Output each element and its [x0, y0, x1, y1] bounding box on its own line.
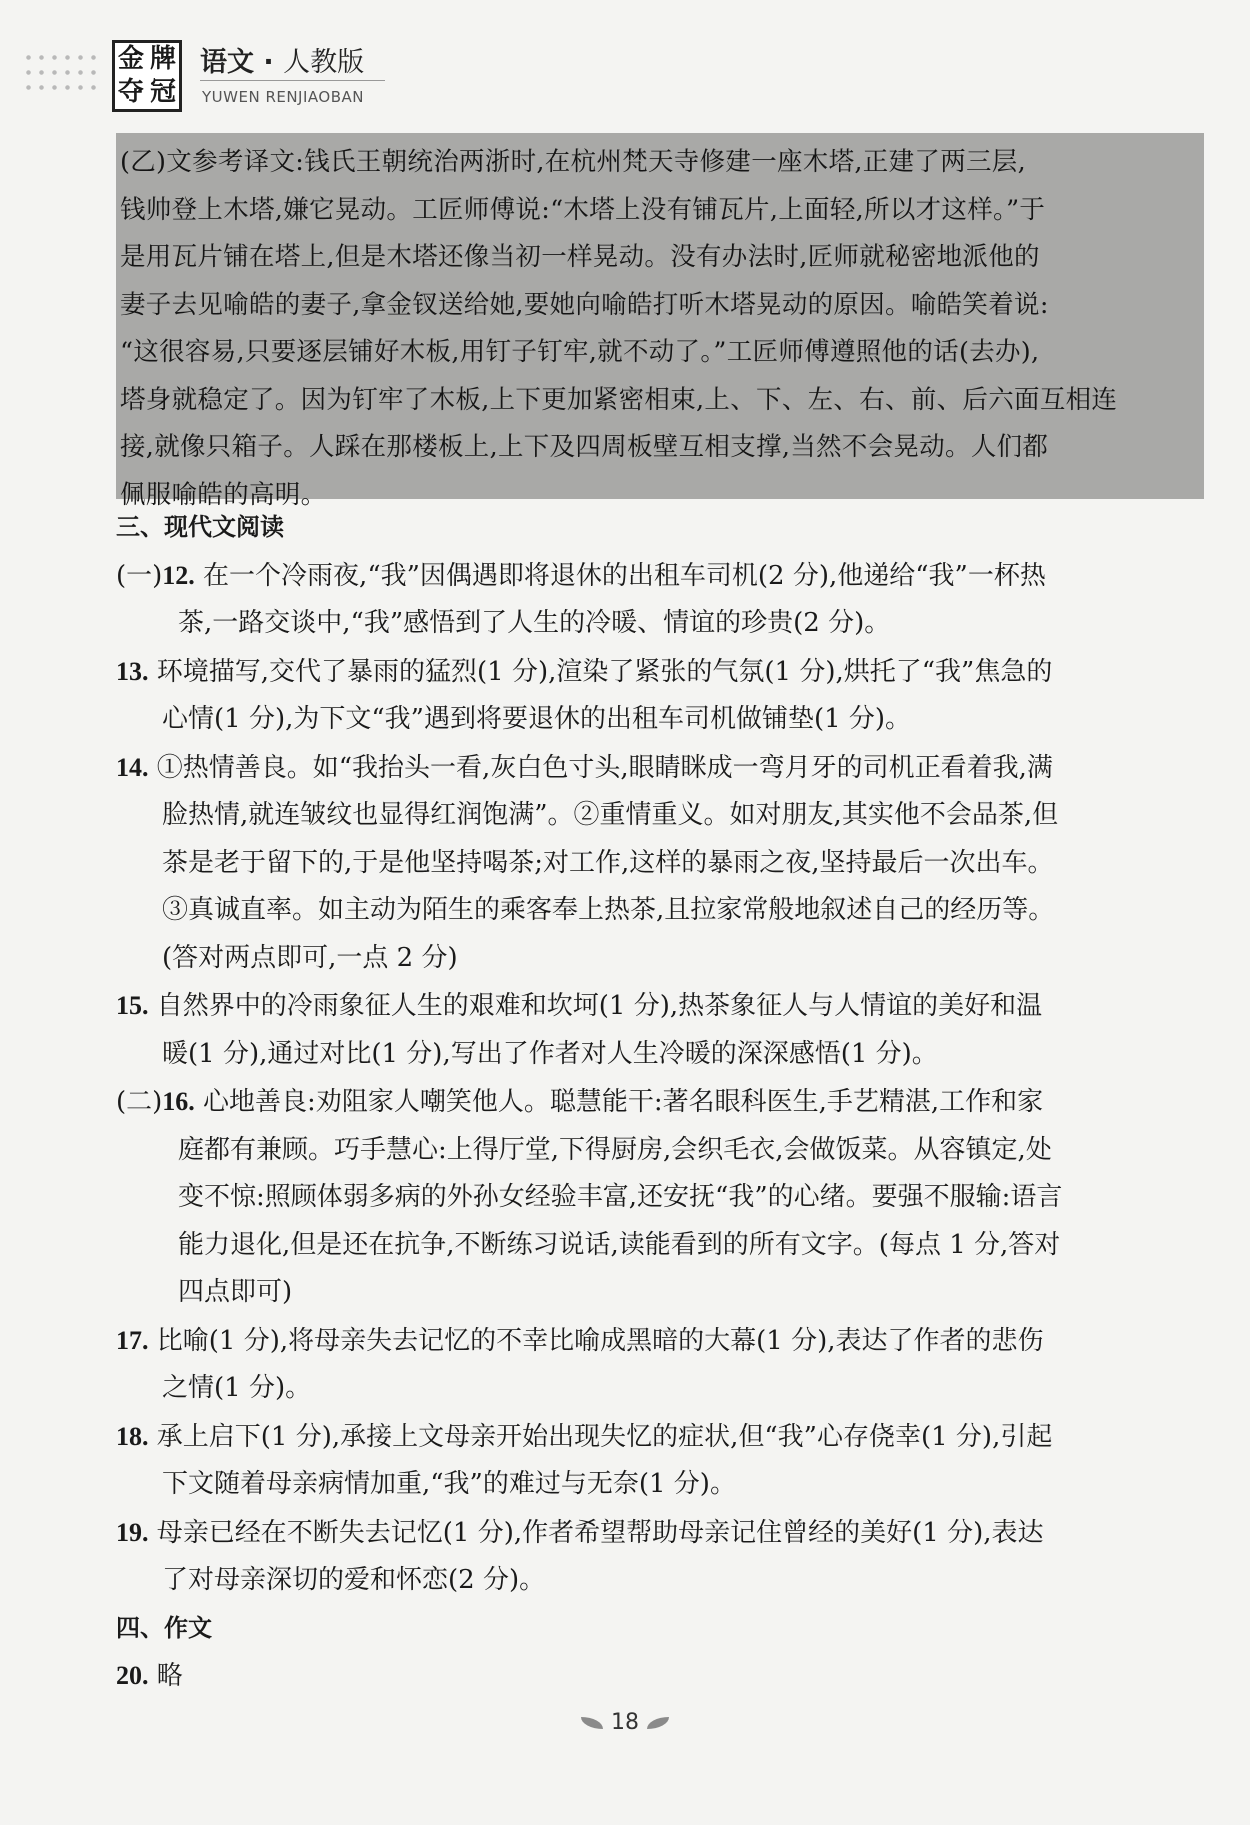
- question-number: 17.: [116, 1325, 149, 1355]
- answer-18-line: 下文随着母亲病情加重,“我”的难过与无奈(1 分)。: [162, 1469, 736, 1499]
- question-number: 12.: [162, 560, 195, 590]
- page-footer: [0, 1710, 1250, 1735]
- answer-13-line: 心情(1 分),为下文“我”遇到将要退休的出租车司机做铺垫(1 分)。: [162, 704, 912, 734]
- section-heading: 三、现代文阅读: [116, 513, 284, 541]
- answer-text: 母亲已经在不断失去记忆(1 分),作者希望帮助母亲记住曾经的美好(1 分),表达: [148, 1517, 1044, 1548]
- translation-line: 塔身就稳定了。因为钉牢了木板,上下更加紧密相束,上、下、左、右、前、后六面互相连: [120, 384, 1118, 415]
- answer-12-line: 茶,一路交谈中,“我”感悟到了人生的冷暖、情谊的珍贵(2 分)。: [178, 608, 891, 638]
- answer-15-line: 暖(1 分),通过对比(1 分),写出了作者对人生冷暖的深深感悟(1 分)。: [162, 1038, 938, 1069]
- answer-14-line: (答对两点即可,一点 2 分): [162, 942, 458, 973]
- translation-line: 佩服喻皓的高明。: [120, 479, 327, 510]
- logo-char: 夺: [117, 77, 144, 107]
- answer-16-line: 庭都有兼顾。巧手慧心:上得厅堂,下得厨房,会织毛衣,会做饭菜。从容镇定,处: [178, 1134, 1052, 1165]
- answer-20-line: [116, 1652, 1206, 1701]
- answer-text: 环境描写,交代了暴雨的猛烈(1 分),渲染了紧张的气氛(1 分),烘托了“我”焦急的: [148, 656, 1053, 687]
- answer-17-line: 之情(1 分)。: [162, 1373, 312, 1403]
- translation-line: 接,就像只箱子。人踩在那楼板上,上下及四周板壁互相支撑,当然不会晃动。人们都: [120, 432, 1049, 462]
- answer-text: 自然界中的冷雨象征人生的艰难和坎坷(1 分),热茶象征人与人情谊的美好和温: [148, 991, 1043, 1021]
- answer-16-line: [116, 1078, 1206, 1127]
- answer-text: 比喻(1 分),将母亲失去记忆的不幸比喻成黑暗的大幕(1 分),表达了作者的悲伤: [148, 1325, 1044, 1356]
- page-number: 18: [611, 1710, 639, 1735]
- decorative-dots: [22, 50, 102, 96]
- answer-14-line: [116, 744, 1206, 793]
- question-number: 20.: [116, 1661, 149, 1690]
- answer-14-line: 茶是老于留下的,于是他坚持喝茶;对工作,这样的暴雨之夜,坚持最后一次出车。: [162, 847, 1054, 878]
- brand-logo: [112, 40, 182, 112]
- answer-14-line: 脸热情,就连皱纹也显得红润饱满”。②重情重义。如对朋友,其实他不会品茶,但: [162, 800, 1059, 830]
- question-number: 14.: [116, 752, 149, 782]
- answer-13-line: [116, 648, 1206, 697]
- question-number: 13.: [116, 656, 149, 686]
- translation-line: 妻子去见喻皓的妻子,拿金钗送给她,要她向喻皓打听木塔晃动的原因。喻皓笑着说:: [120, 289, 1049, 320]
- edition-label: 人教版: [283, 47, 365, 78]
- answer-17-line: [116, 1317, 1206, 1366]
- answer-14-line: ③真诚直率。如主动为陌生的乘客奉上热茶,且拉家常般地叙述自己的经历等。: [162, 895, 1055, 925]
- question-number: 19.: [116, 1517, 149, 1547]
- answer-16-line: 四点即可): [178, 1277, 293, 1307]
- translation-line: 是用瓦片铺在塔上,但是木塔还像当初一样晃动。没有办法时,匠师就秘密地派他的: [120, 242, 1040, 272]
- question-number: 15.: [116, 991, 149, 1020]
- subsection-label: (一): [116, 560, 163, 591]
- question-number: 18.: [116, 1421, 149, 1451]
- header-divider: [200, 80, 385, 81]
- answer-12-line: [116, 552, 1206, 601]
- answer-text: 承上启下(1 分),承接上文母亲开始出现失忆的症状,但“我”心存侥幸(1 分),引起: [148, 1421, 1053, 1452]
- translation-line: “这很容易,只要逐层铺好木板,用钉子钉牢,就不动了。”工匠师傅遵照他的话(去办),: [120, 337, 1040, 367]
- logo-char: 金: [117, 44, 144, 74]
- title-separator: ·: [263, 47, 274, 78]
- translation-line: 钱帅登上木塔,嫌它晃动。工匠师傅说:“木塔上没有铺瓦片,上面轻,所以才这样。”于: [120, 194, 1046, 225]
- answer-text: 略: [148, 1661, 183, 1691]
- translation-line: (乙)文参考译文:钱氏王朝统治两浙时,在杭州梵天寺修建一座木塔,正建了两三层,: [120, 147, 1027, 177]
- header-title: [200, 40, 364, 79]
- answer-16-line: 变不惊:照顾体弱多病的外孙女经验丰富,还安抚“我”的心绪。要强不服输:语言: [178, 1182, 1063, 1212]
- answer-15-line: [116, 982, 1206, 1031]
- answer-content: [116, 504, 1206, 1701]
- subject-label: 语文: [200, 47, 254, 78]
- answer-19-line: [116, 1509, 1206, 1558]
- answer-text: 心地善良:劝阻家人嘲笑他人。聪慧能干:著名眼科医生,手艺精湛,工作和家: [194, 1087, 1044, 1117]
- leaf-icon: [581, 1717, 603, 1729]
- logo-char: 牌: [149, 44, 176, 74]
- answer-text: 在一个冷雨夜,“我”因偶遇即将退休的出租车司机(2 分),他递给“我”一杯热: [194, 560, 1046, 591]
- answer-18-line: [116, 1413, 1206, 1462]
- leaf-icon: [647, 1717, 669, 1729]
- header-pinyin: YUWEN RENJIAOBAN: [202, 88, 364, 106]
- answer-16-line: 能力退化,但是还在抗争,不断练习说话,读能看到的所有文字。(每点 1 分,答对: [178, 1229, 1061, 1260]
- subsection-label: (二): [116, 1087, 163, 1117]
- answer-text: ①热情善良。如“我抬头一看,灰白色寸头,眼睛眯成一弯月牙的司机正看着我,满: [148, 752, 1053, 783]
- section-heading: 四、作文: [116, 1613, 212, 1642]
- logo-char: 冠: [149, 77, 176, 107]
- question-number: 16.: [162, 1087, 195, 1116]
- translation-block: [116, 133, 1204, 510]
- answer-19-line: 了对母亲深切的爱和怀恋(2 分)。: [162, 1565, 546, 1595]
